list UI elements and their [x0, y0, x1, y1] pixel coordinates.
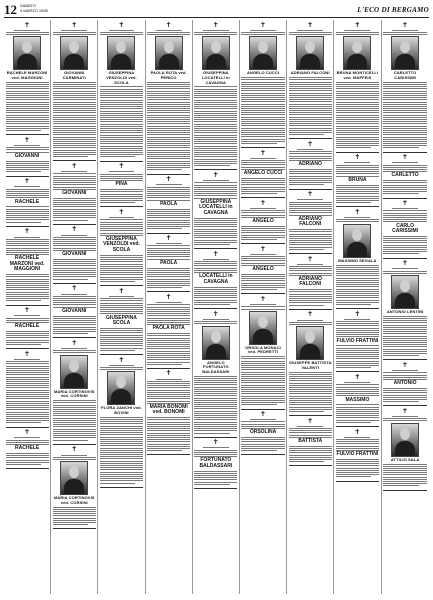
obituary-columns — [4, 20, 429, 594]
portrait-photo — [249, 311, 277, 345]
deceased-name: GIUSEPPINA SCOLA — [106, 314, 137, 327]
deceased-name: LOCATELLI in CAVAGNA — [199, 273, 233, 285]
notice-text — [241, 158, 284, 170]
notice-text — [194, 30, 237, 35]
obituary-notice — [53, 225, 96, 284]
notice-text — [383, 208, 427, 222]
cross-icon: ✝ — [212, 309, 219, 318]
portrait-photo — [202, 36, 230, 70]
obituary-notice — [289, 254, 332, 310]
obituary-notice — [336, 207, 379, 309]
notice-text — [53, 507, 96, 525]
cross-icon: ✝ — [260, 148, 266, 157]
notice-text — [147, 209, 190, 230]
notice-text — [289, 426, 332, 438]
portrait-photo — [60, 461, 88, 495]
deceased-name: MARIA BONOMI ved. BONOMI — [149, 403, 188, 416]
obituary-notice — [100, 20, 143, 162]
notice-text — [100, 255, 143, 282]
notice-text — [147, 379, 190, 404]
portrait-photo — [13, 36, 41, 70]
notice-text — [100, 296, 143, 314]
deceased-name: ADRIANO FALCONI — [290, 70, 330, 76]
notice-text — [336, 185, 379, 203]
cross-icon: ✝ — [24, 428, 31, 437]
cross-icon: ✝ — [71, 338, 78, 347]
cross-icon: ✝ — [118, 162, 125, 171]
obituary-notice — [336, 153, 379, 208]
deceased-name: ATTILIO SALA — [390, 456, 420, 462]
obituary-notice — [194, 309, 237, 438]
obituary-notice — [147, 369, 190, 455]
deceased-name: ADRIANO FALCONI — [298, 215, 322, 228]
portrait-photo — [343, 224, 371, 258]
cross-icon: ✝ — [212, 438, 219, 447]
notice-text — [194, 319, 237, 324]
obituary-notice — [6, 306, 49, 350]
notice-text — [289, 264, 332, 276]
notice-text — [53, 294, 96, 308]
deceased-name: ANGELO FORTUNATO BALDASSARI — [202, 359, 230, 374]
obituary-notice — [100, 355, 143, 488]
column — [193, 20, 240, 594]
cross-icon: ✝ — [307, 254, 314, 263]
notice-text — [147, 268, 190, 289]
cross-icon: ✝ — [402, 406, 409, 415]
notice-text — [336, 459, 379, 477]
deceased-name: MASSIMO SEGALA — [338, 257, 377, 263]
portrait-photo — [107, 371, 135, 405]
deceased-name: ANGELO — [252, 266, 274, 273]
notice-text — [147, 30, 190, 35]
notice-text — [53, 171, 96, 189]
notice-text — [100, 189, 143, 203]
obituary-notice — [6, 349, 49, 427]
notice-text — [194, 376, 237, 434]
deceased-name: ANTONIO — [393, 380, 417, 387]
obituary-notice — [336, 20, 379, 153]
obituary-notice — [147, 20, 190, 175]
deceased-name: ADRIANO FALCONI — [298, 275, 322, 288]
notice-text — [147, 243, 190, 259]
cross-icon: ✝ — [260, 20, 266, 29]
cross-icon: ✝ — [24, 177, 31, 186]
deceased-name: PINA — [115, 181, 128, 188]
notice-text — [383, 268, 427, 273]
notice-text — [289, 30, 332, 35]
deceased-name: CARLO CARISSIMI — [392, 222, 419, 235]
cross-icon: ✝ — [402, 259, 409, 268]
deceased-name: FORTUNATO BALDASSARI — [199, 457, 233, 469]
obituary-notice — [6, 177, 49, 227]
notice-text — [100, 171, 143, 181]
notice-text — [6, 237, 49, 255]
notice-text — [53, 348, 96, 353]
notice-text — [241, 77, 284, 144]
obituary-notice — [383, 20, 427, 153]
notice-text — [336, 265, 379, 305]
notice-text — [6, 161, 49, 173]
obituary-notice — [147, 292, 190, 368]
column — [334, 20, 381, 594]
notice-text — [289, 149, 332, 161]
notice-text — [147, 302, 190, 325]
notice-text — [289, 199, 332, 215]
notice-text — [241, 208, 284, 218]
notice-text — [383, 82, 427, 149]
cross-icon: ✝ — [24, 306, 31, 315]
notice-text — [53, 198, 96, 221]
obituary-notice — [289, 139, 332, 189]
deceased-name: GIUSEPPINA LOCATELLI in CAVAGNA — [199, 198, 233, 216]
notice-text — [383, 416, 427, 421]
deceased-name: GIOVANNI CARMINATI — [62, 70, 86, 80]
cross-icon: ✝ — [307, 139, 314, 148]
obituary-notice — [383, 360, 427, 406]
notice-text — [6, 331, 49, 345]
column — [4, 20, 51, 594]
obituary-notice — [100, 162, 143, 208]
notice-text — [336, 30, 379, 35]
cross-icon: ✝ — [24, 227, 31, 236]
deceased-name: MARIA CORTINOVIS ved. CORSINI — [53, 388, 95, 399]
notice-text — [147, 417, 190, 451]
notice-text — [53, 259, 96, 280]
notice-text — [289, 320, 332, 325]
deceased-name: ORSOLA MONACI ved. PEDRETTI — [245, 344, 281, 355]
masthead — [4, 3, 429, 18]
notice-text — [383, 464, 427, 487]
obituary-notice — [6, 20, 49, 135]
notice-text — [194, 259, 237, 273]
deceased-name: ANTONIO LENTINI — [386, 308, 424, 314]
column — [240, 20, 287, 594]
cross-icon: ✝ — [307, 416, 314, 425]
cross-icon: ✝ — [118, 355, 125, 364]
column — [98, 20, 145, 594]
notice-text — [336, 437, 379, 451]
deceased-name: PAOLA — [160, 259, 178, 266]
notice-text — [336, 382, 379, 396]
notice-text — [6, 453, 49, 465]
obituary-notice — [53, 20, 96, 161]
notice-text — [336, 217, 379, 222]
notice-text — [6, 359, 49, 386]
notice-text — [289, 169, 332, 185]
deceased-name: MASSIMO — [345, 396, 370, 403]
notice-text — [336, 345, 379, 368]
notice-text — [100, 217, 143, 235]
deceased-name: PAOLA — [160, 200, 178, 207]
deceased-name: GIUSEPPINA VENZOLDI ved. SCOLA — [103, 235, 140, 253]
page-number: 12 — [4, 2, 17, 17]
notice-text — [194, 180, 237, 198]
portrait-photo — [391, 275, 419, 309]
cross-icon: ✝ — [165, 20, 172, 29]
notice-text — [383, 180, 427, 194]
deceased-name: ANGELO — [252, 218, 274, 225]
deceased-name: GIUSEPPINA VENZOLDI ved. SCOLA — [106, 70, 137, 85]
cross-icon: ✝ — [402, 20, 409, 29]
deceased-name: ANGELO CUCCI — [243, 169, 283, 176]
notice-text — [336, 162, 379, 176]
obituary-notice — [53, 161, 96, 224]
obituary-notice — [194, 249, 237, 309]
notice-text — [53, 30, 96, 35]
obituary-notice — [289, 190, 332, 254]
notice-text — [6, 82, 49, 131]
obituary-notice — [241, 294, 284, 409]
cross-icon: ✝ — [307, 20, 314, 29]
obituary-notice — [100, 207, 143, 286]
portrait-photo — [343, 36, 371, 70]
obituary-notice — [241, 410, 284, 456]
notice-text — [289, 77, 332, 135]
obituary-notice — [336, 427, 379, 482]
cross-icon: ✝ — [165, 234, 172, 242]
obituary-notice — [383, 199, 427, 259]
deceased-name: ANGELO CUCCI — [246, 70, 280, 76]
cross-icon: ✝ — [307, 310, 314, 319]
obituary-notice — [241, 244, 284, 294]
deceased-name: ORSOLINA — [249, 429, 277, 436]
cross-icon: ✝ — [24, 135, 31, 144]
obituary-notice — [336, 309, 379, 372]
notice-text — [383, 162, 427, 172]
cross-icon: ✝ — [71, 20, 78, 29]
notice-text — [336, 404, 379, 422]
notice-text — [241, 226, 284, 240]
notice-text — [336, 319, 379, 337]
obituary-notice — [336, 372, 379, 427]
notice-text — [241, 274, 284, 290]
notice-text — [241, 254, 284, 266]
obituary-notice — [194, 170, 237, 249]
obituary-notice — [194, 20, 237, 170]
obituary-notice — [241, 148, 284, 198]
notice-text — [383, 236, 427, 254]
cross-icon: ✝ — [71, 161, 78, 170]
cross-icon: ✝ — [71, 445, 78, 454]
column — [382, 20, 429, 594]
notice-text — [241, 30, 284, 35]
notice-text — [241, 178, 284, 194]
deceased-name: RACHELE — [15, 323, 40, 330]
obituary-notice — [53, 338, 96, 444]
notice-text — [241, 356, 284, 405]
notice-text — [6, 145, 49, 152]
cross-icon: ✝ — [212, 20, 219, 29]
notice-text — [289, 289, 332, 305]
notice-text — [53, 455, 96, 460]
deceased-name: BRUNA MONTICELLI ved. MAFFEIS — [336, 70, 379, 80]
column — [51, 20, 98, 594]
obituary-notice — [383, 406, 427, 490]
obituary-notice — [147, 175, 190, 234]
cross-icon: ✝ — [71, 225, 78, 234]
weekday: SABATO — [20, 3, 36, 8]
deceased-name: GIOVANNI — [62, 189, 87, 196]
notice-text — [6, 315, 49, 322]
notice-text — [53, 316, 96, 334]
notice-text — [6, 186, 49, 198]
deceased-name: GIOVANNI — [62, 251, 87, 258]
obituary-notice — [53, 445, 96, 530]
portrait-photo — [202, 326, 230, 360]
notice-text — [241, 419, 284, 429]
cross-icon: ✝ — [118, 286, 125, 295]
deceased-name: ADRIANO — [298, 161, 322, 168]
notice-text — [147, 82, 190, 170]
obituary-notice — [383, 259, 427, 361]
deceased-name: FULVIO FRATTINI — [336, 451, 379, 458]
notice-text — [6, 206, 49, 222]
portrait-photo — [391, 36, 419, 70]
cross-icon: ✝ — [354, 372, 361, 381]
obituary-notice — [53, 284, 96, 339]
notice-text — [53, 400, 96, 440]
notice-text — [100, 328, 143, 351]
portrait-photo — [391, 423, 419, 457]
notice-text — [289, 372, 332, 412]
column — [146, 20, 193, 594]
cross-icon: ✝ — [71, 284, 78, 293]
obituary-notice — [6, 428, 49, 469]
deceased-name: BRUNA — [348, 176, 367, 183]
cross-icon: ✝ — [118, 20, 125, 29]
notice-text — [194, 287, 237, 305]
deceased-name: BATTISTA — [298, 438, 323, 445]
notice-text — [100, 86, 143, 157]
cross-icon: ✝ — [402, 199, 409, 207]
cross-icon: ✝ — [24, 349, 31, 358]
cross-icon: ✝ — [118, 207, 125, 216]
cross-icon: ✝ — [165, 292, 172, 301]
portrait-photo — [296, 326, 324, 360]
notice-text — [147, 333, 190, 365]
deceased-name: GIUSEPPE BATTISTA VALENTI — [288, 360, 332, 370]
cross-icon: ✝ — [212, 249, 219, 258]
obituary-notice — [383, 153, 427, 199]
notice-text — [147, 184, 190, 200]
cross-icon: ✝ — [260, 198, 266, 207]
portrait-photo — [60, 355, 88, 389]
cross-icon: ✝ — [354, 427, 361, 436]
date-text: 4 MARZO 1995 — [20, 7, 48, 13]
portrait-photo — [155, 36, 183, 70]
deceased-name: PAOLA ROTA — [152, 325, 185, 332]
obituary-notice — [194, 438, 237, 489]
cross-icon: ✝ — [354, 20, 361, 29]
column — [287, 20, 334, 594]
notice-text — [6, 387, 49, 423]
obituary-notice — [289, 310, 332, 416]
portrait-photo — [60, 36, 88, 70]
deceased-name: RACHELE MARZONI ved. MAGGIONI — [6, 70, 48, 80]
deceased-name: RACHELE — [15, 445, 40, 452]
notice-text — [383, 370, 427, 380]
notice-text — [383, 388, 427, 402]
obituary-notice — [147, 234, 190, 293]
deceased-name: GIUSEPPINA LOCATELLI in CAVAGNA — [201, 70, 230, 85]
notice-text — [289, 229, 332, 250]
deceased-name: FULVIO FRATTINI — [336, 337, 379, 344]
portrait-photo — [107, 36, 135, 70]
notice-text — [6, 437, 49, 444]
cross-icon: ✝ — [354, 309, 361, 318]
cross-icon: ✝ — [212, 170, 219, 179]
notice-text — [6, 274, 49, 301]
deceased-name: MARIA CORTINOVIS ved. CORSINI — [53, 495, 95, 505]
deceased-name: RACHELE MARZONI ved. MAGGIONI — [9, 255, 45, 273]
obituary-notice — [100, 286, 143, 355]
notice-text — [53, 235, 96, 251]
cross-icon: ✝ — [165, 175, 172, 184]
notice-text — [194, 218, 237, 245]
deceased-name: FLORA ZANCHI ved. BOVINI — [101, 405, 142, 415]
issue-date — [20, 4, 48, 13]
notice-text — [194, 471, 237, 485]
obituary-notice — [241, 20, 284, 148]
cross-icon: ✝ — [165, 369, 172, 378]
cross-icon: ✝ — [24, 20, 31, 29]
deceased-name: GIOVANNI — [62, 307, 87, 314]
notice-text — [241, 437, 284, 451]
notice-text — [6, 30, 49, 35]
notice-text — [100, 30, 143, 35]
deceased-name: CARLETTO — [391, 172, 419, 179]
deceased-name: GIOVANNI — [14, 152, 40, 159]
portrait-photo — [249, 36, 277, 70]
deceased-name: RACHELE — [15, 198, 40, 205]
obituary-notice — [289, 416, 332, 466]
cross-icon: ✝ — [402, 153, 409, 162]
obituary-notice — [289, 20, 332, 139]
cross-icon: ✝ — [307, 190, 314, 199]
notice-text — [383, 316, 427, 356]
portrait-photo — [296, 36, 324, 70]
cross-icon: ✝ — [354, 207, 361, 216]
cross-icon: ✝ — [260, 244, 266, 253]
notice-text — [100, 365, 143, 370]
cross-icon: ✝ — [260, 410, 266, 418]
obituary-notice — [241, 198, 284, 244]
notice-text — [194, 447, 237, 457]
notice-text — [289, 446, 332, 462]
notice-text — [241, 304, 284, 309]
deceased-name: PAOLA ROTA ved. PERICO — [150, 70, 187, 80]
obituary-notice — [6, 135, 49, 176]
deceased-name: CARLETTO CARISSIMI — [393, 70, 417, 80]
notice-text — [383, 30, 427, 35]
paper-title: L'ECO DI BERGAMO — [357, 6, 429, 14]
obituary-notice — [6, 227, 49, 306]
notice-text — [100, 417, 143, 484]
cross-icon: ✝ — [402, 360, 409, 369]
notice-text — [336, 82, 379, 149]
cross-icon: ✝ — [354, 153, 361, 162]
notice-text — [194, 86, 237, 166]
notice-text — [53, 82, 96, 157]
cross-icon: ✝ — [260, 294, 266, 303]
